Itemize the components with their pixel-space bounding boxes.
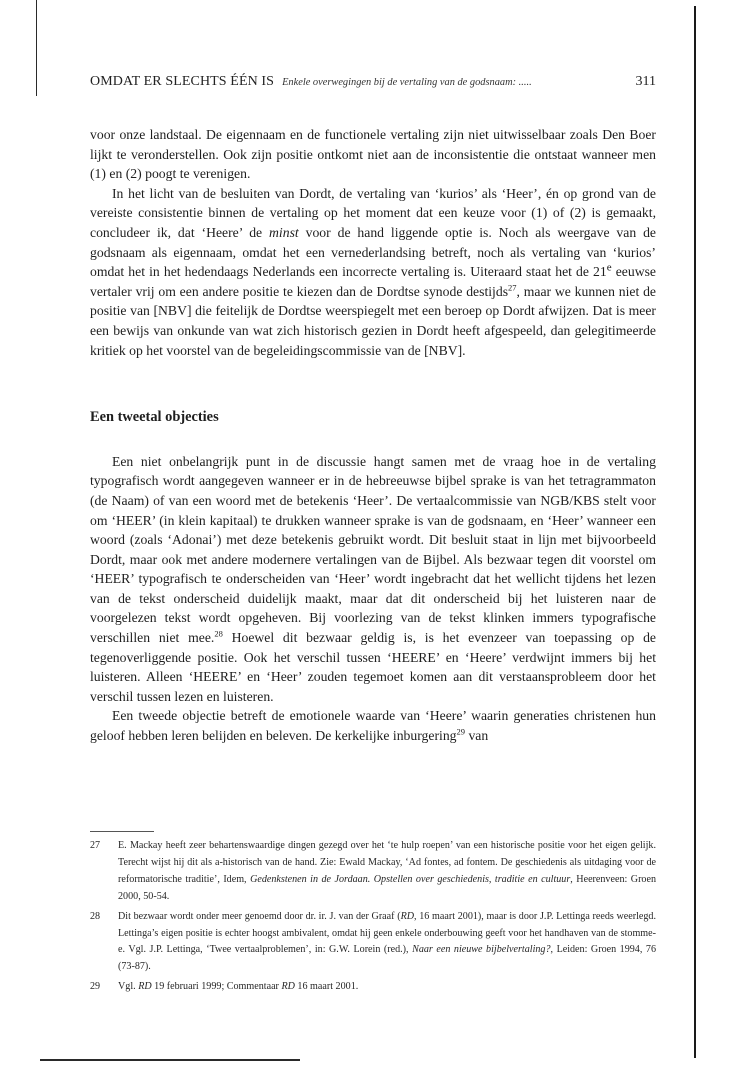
footnote-ref-27: 27 xyxy=(508,282,517,293)
paragraph-2 xyxy=(90,184,656,360)
p2-text-d: eeuwse vertaler vrij om een andere positie te kiezen dan de Dordtse synode destijds xyxy=(90,264,657,299)
page-number: 311 xyxy=(635,74,656,89)
footnote-text xyxy=(118,909,656,977)
footnote-text xyxy=(118,979,656,996)
footnote-27 xyxy=(90,838,656,906)
section-heading: Een tweetal objecties xyxy=(90,409,219,426)
bottom-margin-rule xyxy=(40,1059,300,1061)
p4-text-a: Een tweede objectie betreft de emotionele waarde van ‘Heere’ waarin generaties christenen hun geloof hebben leren belijden en beleven. De kerkelijke inburgering xyxy=(90,708,656,744)
fn27-text-c: , Heerenveen: Groen 2000, 50-54. xyxy=(118,873,656,902)
fn28-text-c: , 16 maart 2001), maar is door J.P. Lettinga reeds weerlegd. Lettinga’s eigen positie is echter hoogst ambivalent, omdat hij geen enkele onderbouwing geeft voor het handhaven van de stomme-e. Vgl. J.P. Lettinga, ‘Twee vertaalproblemen’, in: G.W. Lorein (red.), xyxy=(118,910,657,956)
fn29-italic-rd-2: RD xyxy=(281,981,295,993)
fn29-text-e: 16 maart 2001. xyxy=(294,981,359,993)
footnote-text xyxy=(118,838,656,906)
left-margin-rule xyxy=(36,0,37,96)
footnote-29 xyxy=(90,979,656,996)
fn27-text-a: E. Mackay heeft zeer behartenswaardige dingen gezegd over het ‘te hulp roepen’ van een historische positie voor het eigen gelijk. Terecht wijst hij dit als a-historisch van de hand. Zie: Ewald Mackay, ‘Ad fontes, ad fontem. De geschiedenis als uitdaging voor de reformatorische traditie’, Idem, xyxy=(118,840,656,885)
fn29-text-a: Vgl. xyxy=(118,981,139,993)
fn28-italic-title: Naar een nieuwe bijbelvertaling? xyxy=(412,944,551,956)
paragraph-3 xyxy=(90,452,656,707)
fn29-italic-rd: RD xyxy=(138,981,152,993)
fn28-text-a: Dit bezwaar wordt onder meer genoemd door dr. ir. J. van der Graaf ( xyxy=(118,910,401,922)
footnote-divider xyxy=(90,831,154,832)
right-margin-rule xyxy=(694,6,696,1058)
p3-text-b: Hoewel dit bezwaar geldig is, is het evenzeer van toepassing op de tegenoverliggende positie. Ook het verschil tussen ‘HEERE’ en ‘Heere’ verdwijnt immers bij het luisteren. Alleen ‘HEERE’ en ‘Heer’ zouden tegemoet komen aan dit verstaansprobleem door het verschil tussen lezen en luisteren. xyxy=(90,630,656,704)
footnote-28 xyxy=(90,909,656,977)
paragraph-1 xyxy=(90,125,656,184)
paragraph-1-text: voor onze landstaal. De eigennaam en de functionele vertaling zijn niet uitwisselbaar zoals Den Boer lijkt te veronderstellen. Ook zijn positie ontkomt niet aan de inconsistentie die ontstaat wanneer men (1) en (2) poogt te verenigen. xyxy=(90,127,656,182)
fn28-italic-rd: RD xyxy=(400,910,415,922)
fn27-italic-title: Gedenkstenen in de Jordaan. Opstellen over geschiedenis, traditie en cultuur xyxy=(250,873,571,885)
p3-text-a: Een niet onbelangrijk punt in de discussie hangt samen met de vraag hoe in de vertaling typografisch wordt aangegeven wanneer er in de hebreeuwse bijbel sprake is van het tetragrammaton (de Naam) of van een woord met de betekenis ‘Heer’. De vertaalcommissie van NGB/KBS stelt voor om ‘HEER’ (in klein kapitaal) te drukken wanneer sprake is van de godsnaam, en ‘Heer’ wanneer een woord (zoals ‘Adonai’) met deze betekenis gebruikt wordt. Dit besluit staat in lijn met bijvoorbeeld Dordt, maar ook met andere modernere vertalingen van de Bijbel. Als bezwaar tegen dit voorstel om ‘HEER’ typografisch te onderscheiden van ‘Heer’ wordt ingebracht dat het wellicht tijdens het lezen van de tekst onderscheid duidelijk maakt, maar dat dit onderscheid bij het luisteren naar de voorgelezen tekst wordt opgeheven. Bij voorlezing van de tekst klinken immers typografische verschillen niet mee. xyxy=(90,453,656,646)
running-header xyxy=(90,74,656,90)
header-subtitle: Enkele overwegingen bij de vertaling van de godsnaam: ..... xyxy=(282,77,532,88)
paragraph-4 xyxy=(90,706,656,745)
footnote-ref-28: 28 xyxy=(214,628,223,639)
footnotes xyxy=(90,838,656,999)
footnote-number: 29 xyxy=(90,981,101,993)
fn28-text-e: , Leiden: Groen 1994, 76 (73-87). xyxy=(118,944,656,973)
p2-italic-minst: minst xyxy=(269,224,299,240)
p2-text-a: In het licht van de besluiten van Dordt, de vertaling van ‘kurios’ als ‘Heer’, én op grond van de vereiste consistentie binnen de vertaling op het moment dat een keuze voor (1) of (2) is gemaakt, concludeer ik, dat ‘Heere’ de xyxy=(90,185,656,240)
body-text xyxy=(90,125,656,746)
footnote-number: 28 xyxy=(90,910,101,922)
p4-text-b: van xyxy=(465,728,489,744)
footnote-ref-29: 29 xyxy=(456,726,466,737)
fn29-text-c: 19 februari 1999; Commentaar xyxy=(151,981,282,993)
header-title: OMDAT ER SLECHTS ÉÉN IS xyxy=(90,74,275,89)
p2-text-e: , maar we kunnen niet de positie van [NBV] die feitelijk de Dordtse weerspiegelt met een beroep op Dordt afwijzen. Dat is meer een bewijs van onkunde van wat zich historisch gezien in Dordt heeft afgespeeld, dan gelegitimeerde kritiek op het voorstel van de begeleidingscommissie van de [NBV]. xyxy=(90,283,656,358)
p2-text-c: voor de hand liggende optie is. Noch als weergave van de godsnaam als eigennaam, omdat het een vernederlandsing betreft, noch als vertaling van ‘kurios’ omdat het in het hedendaags Nederlands een incorrecte vertaling is. Uiteraard staat het de 21 xyxy=(90,224,657,280)
p2-superscript-e: e xyxy=(606,261,612,274)
footnote-number: 27 xyxy=(90,840,101,851)
